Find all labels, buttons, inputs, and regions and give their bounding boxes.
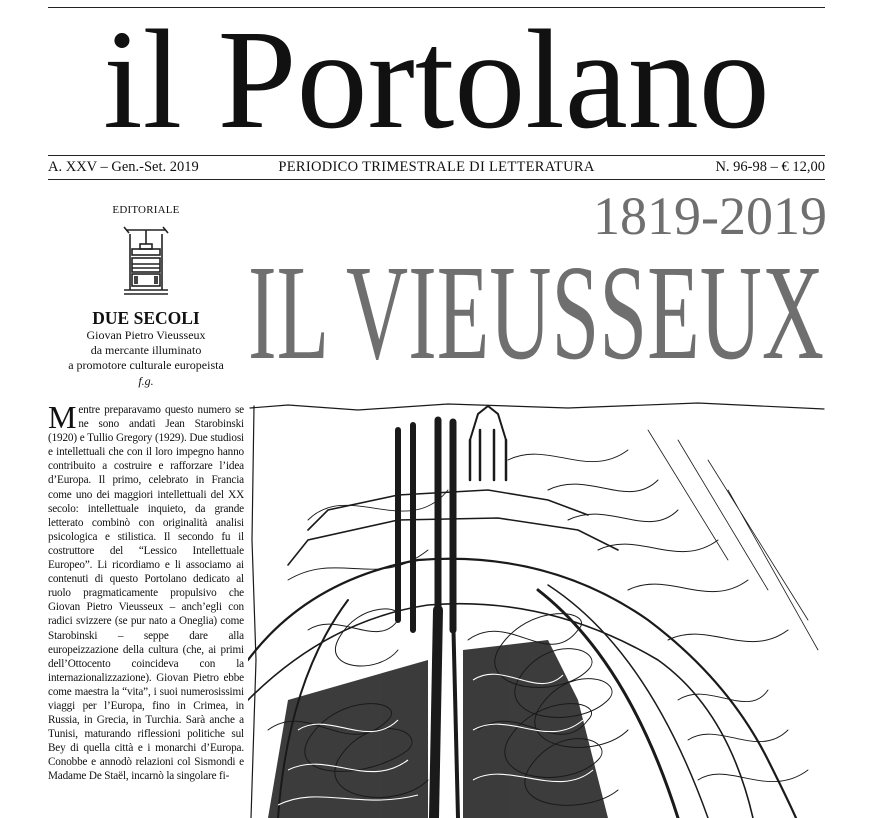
book-press-icon	[120, 224, 172, 298]
editorial-column	[48, 196, 244, 784]
drop-cap: M	[48, 399, 77, 435]
issue-number-price: N. 96-98 – € 12,00	[715, 159, 825, 175]
editorial-title: DUE SECOLI	[92, 308, 200, 328]
infobar-top-rule	[48, 155, 825, 156]
editorial-signature: f.g.	[138, 374, 154, 388]
headline-title-wrap	[246, 248, 826, 368]
infobar	[48, 157, 825, 177]
editorial-body-text: entre preparavamo questo numero se ne sono andati Jean Starobinski (1920) e Tullio Gregory (1929). Due studiosi e intellettuali che con il loro impegno hanno contribuito a costruire e rafforzare l’idea d’Europa. Il primo, celebrato in Francia come uno dei maggiori intellettuali del XX secolo: intellettuale inquieto, da grande letterato combinò con originalità analisi psicologica e stilistica. Il secondo fu il costruttore del “Lessico Intellettuale Europeo”. Li ricordiamo e li associamo ai contenuti di questo Portolano dedicato al ruolo pragmaticamente propulsivo che Giovan Pietro Vieusseux – anch’egli con radici svizzere (se pur nato a Oneglia) come Starobinski – seppe dare alla europeizzazione della cultura (che, ai primi dell’Ottocento coincideva con la internazionalizzazione). Giovan Pietro ebbe come maestra la “vita”, i suoi numerosissimi viaggi per l’Europa, fino in Crimea, in Russia, in Grecia, in Turchia. Sarà anche a Tunisi, maturando riflessioni politiche sul Bey di quella città e i monarchi d’Europa. Conobbe e annodò relazioni col Sismondi e Madame De Staël, incarnò la singolare fi-	[48, 404, 244, 783]
headline-title: IL VIEUSSEUX	[248, 248, 824, 368]
dome-sketch-illustration	[248, 400, 826, 818]
subtitle-line: Giovan Pietro Vieusseux	[86, 328, 206, 342]
editorial-body	[48, 399, 244, 784]
subtitle-line: da mercante illuminato	[90, 343, 202, 357]
editorial-subtitle	[48, 328, 244, 373]
masthead-title: il Portolano	[103, 0, 770, 158]
headline-years: 1819-2019	[593, 186, 827, 246]
editorial-kicker: EDITORIALE	[112, 204, 180, 216]
tagline: PERIODICO TRIMESTRALE DI LETTERATURA	[278, 159, 595, 175]
infobar-bottom-rule	[48, 179, 825, 180]
headline-title-svg	[246, 248, 826, 368]
issue-date: A. XXV – Gen.-Set. 2019	[48, 159, 199, 175]
subtitle-line: a promotore culturale europeista	[68, 358, 224, 372]
